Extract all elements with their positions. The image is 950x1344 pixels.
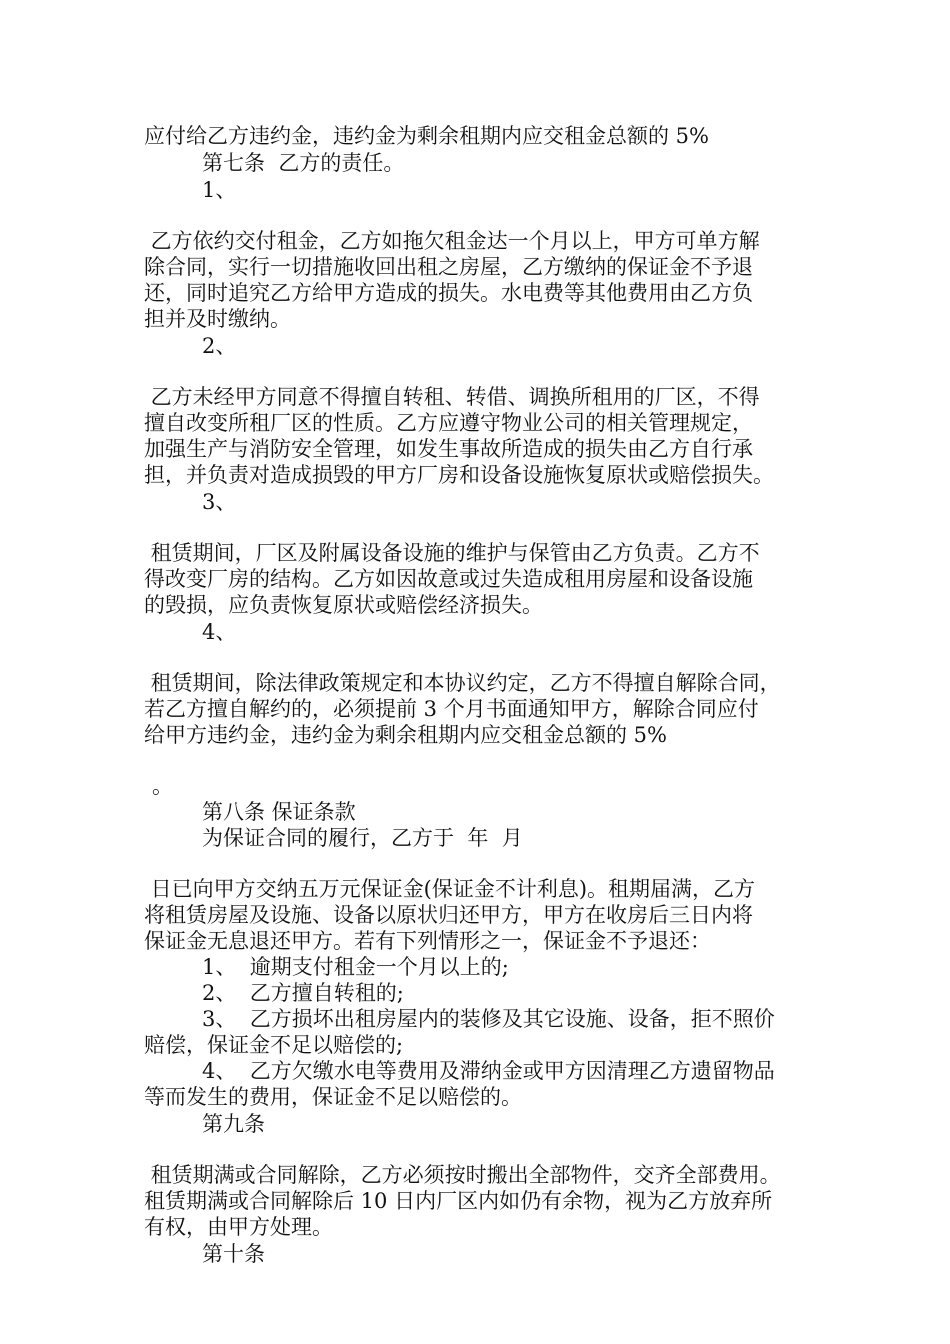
text-line: 租赁期间，除法律政策规定和本协议约定，乙方不得擅自解除合同， — [144, 671, 781, 695]
article-heading: 第十条 — [202, 1242, 265, 1266]
text-line: 租赁期满或合同解除后 10 日内厂区内如仍有余物，视为乙方放弃所 — [144, 1189, 773, 1213]
text-line: 除合同，实行一切措施收回出租之房屋，乙方缴纳的保证金不予退 — [144, 255, 753, 279]
text-line: 将租赁房屋及设施、设备以原状归还甲方，甲方在收房后三日内将 — [144, 903, 753, 927]
text-line: 还，同时追究乙方给甲方造成的损失。水电费等其他费用由乙方负 — [144, 281, 753, 305]
text-line: 赔偿，保证金不足以赔偿的; — [144, 1033, 404, 1057]
text-line: 若乙方擅自解约的，必须提前 3 个月书面通知甲方，解除合同应付 — [144, 697, 759, 721]
list-item: 4、 乙方欠缴水电等费用及滞纳金或甲方因清理乙方遗留物品 — [202, 1059, 775, 1083]
text-line: 的毁损，应负责恢复原状或赔偿经济损失。 — [144, 593, 543, 617]
article-heading: 第七条 乙方的责任。 — [202, 151, 405, 175]
text-line: 保证金无息退还甲方。若有下列情形之一，保证金不予退还： — [144, 929, 711, 953]
text-line: 。 — [152, 774, 173, 798]
text-line: 给甲方违约金，违约金为剩余租期内应交租金总额的 5% — [144, 723, 667, 747]
text-line: 有权，由甲方处理。 — [144, 1215, 333, 1239]
item-number: 3、 — [202, 490, 237, 514]
text-line: 租赁期满或合同解除，乙方必须按时搬出全部物件，交齐全部费用。 — [144, 1163, 781, 1187]
list-item: 2、 乙方擅自转租的; — [202, 981, 404, 1005]
text-line: 应付给乙方违约金，违约金为剩余租期内应交租金总额的 5% — [144, 124, 709, 148]
article-heading: 第八条 保证条款 — [202, 800, 356, 824]
item-number: 4、 — [202, 620, 237, 644]
text-line: 得改变厂房的结构。乙方如因故意或过失造成租用房屋和设备设施 — [144, 567, 753, 591]
text-line: 加强生产与消防安全管理，如发生事故所造成的损失由乙方自行承 — [144, 437, 753, 461]
text-line: 为保证合同的履行，乙方于 年 月 — [202, 826, 523, 850]
item-number: 1、 — [202, 178, 237, 202]
text-line: 担，并负责对造成损毁的甲方厂房和设备设施恢复原状或赔偿损失。 — [144, 463, 774, 487]
list-item: 1、 逾期支付租金一个月以上的; — [202, 955, 509, 979]
item-number: 2、 — [202, 334, 237, 358]
article-heading: 第九条 — [202, 1112, 265, 1136]
text-line: 租赁期间，厂区及附属设备设施的维护与保管由乙方负责。乙方不 — [144, 541, 760, 565]
text-line: 乙方依约交付租金，乙方如拖欠租金达一个月以上，甲方可单方解 — [144, 229, 760, 253]
text-line: 担并及时缴纳。 — [144, 307, 291, 331]
list-item: 3、 乙方损坏出租房屋内的装修及其它设施、设备，拒不照价 — [202, 1007, 775, 1031]
text-line: 日已向甲方交纳五万元保证金(保证金不计利息)。租期届满，乙方 — [144, 877, 756, 901]
text-line: 等而发生的费用，保证金不足以赔偿的。 — [144, 1085, 522, 1109]
text-line: 擅自改变所租厂区的性质。乙方应遵守物业公司的相关管理规定， — [144, 411, 753, 435]
text-line: 乙方未经甲方同意不得擅自转租、转借、调换所租用的厂区，不得 — [144, 385, 760, 409]
